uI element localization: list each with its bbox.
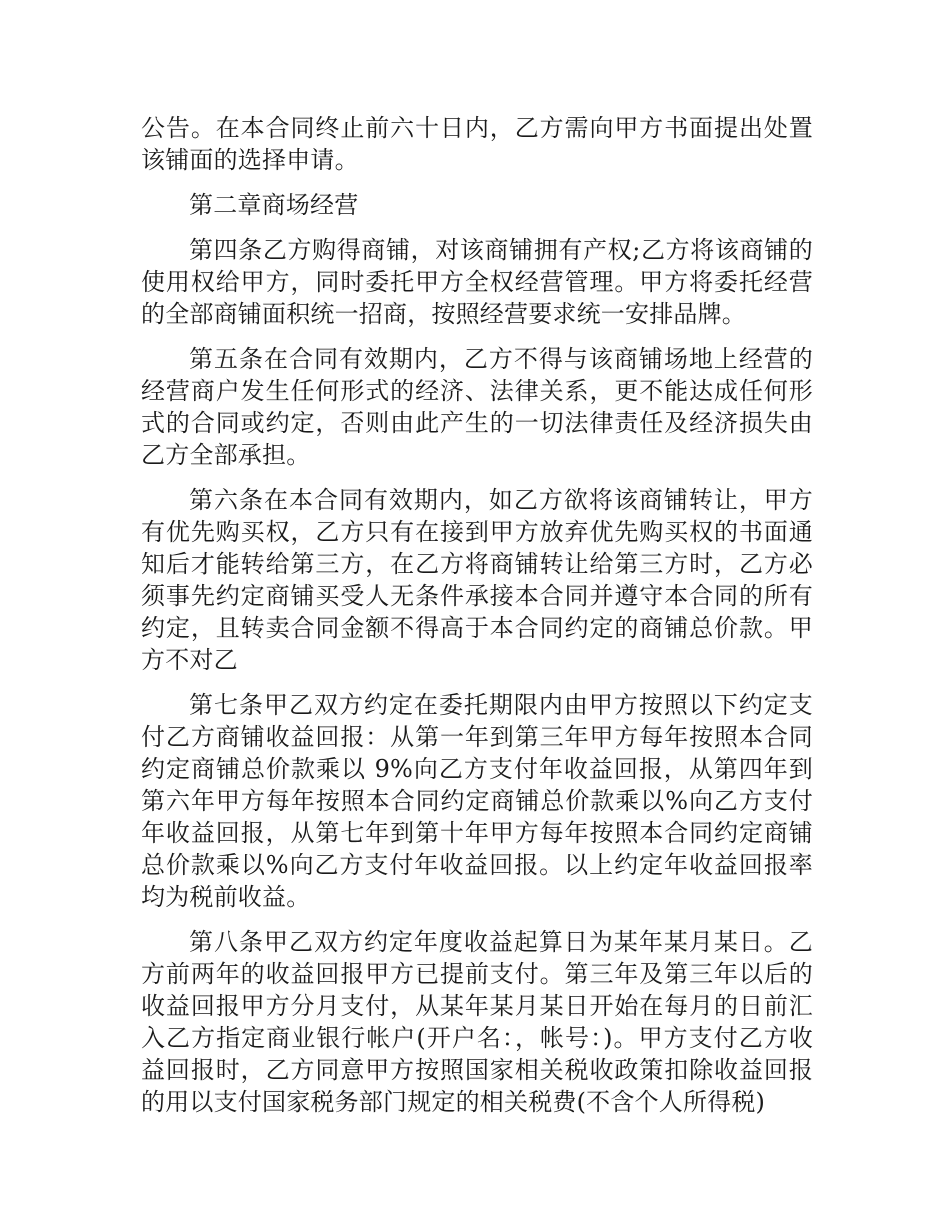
article-8: 第八条甲乙双方约定年度收益起算日为某年某月某日。乙方前两年的收益回报甲方已提前支付。第三年及第三年以后的收益回报甲方分月支付，从某年某月某日开始在每月的日前汇入乙方指定商业银行帐户(开户名：，帐号：)。甲方支付乙方收益回报时，乙方同意甲方按照国家相关税收政策扣除收益回报的用以支付国家税务部门规定的相关税费(不含个人所得税) xyxy=(141,928,813,1116)
paragraph-continuation: 公告。在本合同终止前六十日内，乙方需向甲方书面提出处置该铺面的选择申请。 xyxy=(141,114,813,174)
document-page xyxy=(141,112,813,1131)
article-7: 第七条甲乙双方约定在委托期限内由甲方按照以下约定支付乙方商铺收益回报：从第一年到第三年甲方每年按照本合同约定商铺总价款乘以 9%向乙方支付年收益回报，从第四年到第六年甲方每年按照本合同约定商铺总价款乘以%向乙方支付年收益回报，从第七年到第十年甲方每年按照本合同约定商铺总价款乘以%向乙方支付年收益回报。以上约定年收益回报率均为税前收益。 xyxy=(141,691,813,911)
chapter-heading: 第二章商场经营 xyxy=(189,191,359,219)
article-5: 第五条在合同有效期内，乙方不得与该商铺场地上经营的经营商户发生任何形式的经济、法律关系，更不能达成任何形式的合同或约定，否则由此产生的一切法律责任及经济损失由乙方全部承担。 xyxy=(141,345,813,469)
article-4: 第四条乙方购得商铺，对该商铺拥有产权;乙方将该商铺的使用权给甲方，同时委托甲方全权经营管理。甲方将委托经营的全部商铺面积统一招商，按照经营要求统一安排品牌。 xyxy=(141,236,813,328)
article-6: 第六条在本合同有效期内，如乙方欲将该商铺转让，甲方有优先购买权，乙方只有在接到甲方放弃优先购买权的书面通知后才能转给第三方，在乙方将商铺转让给第三方时，乙方必须事先约定商铺买受人无条件承接本合同并遵守本合同的所有约定，且转卖合同金额不得高于本合同约定的商铺总价款。甲方不对乙 xyxy=(141,486,813,674)
